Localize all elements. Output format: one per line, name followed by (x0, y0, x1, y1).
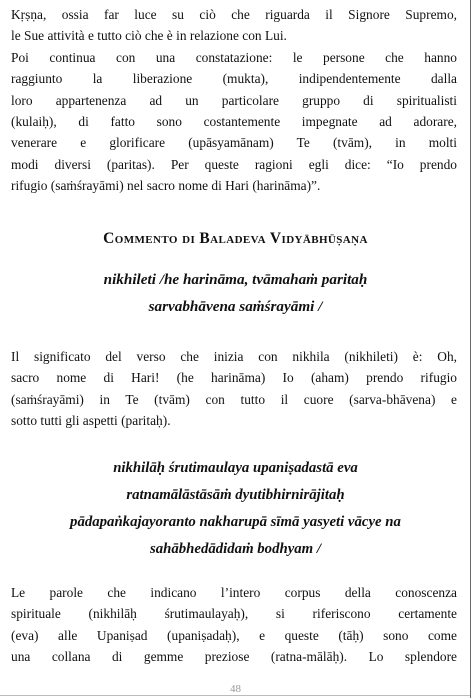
verse-line: sarvabhāvena saṁśrayāmi / (148, 298, 323, 315)
text-line: Poi continua con una constatazione: le persone che hanno (11, 49, 457, 65)
text-line: raggiunto la liberazione (mukta), indipendentemente dalla (11, 71, 457, 87)
verse-line: sahābhedādidaṁ bodhyam / (149, 541, 321, 557)
footer-divider (0, 695, 470, 696)
text-line: venerare e glorificare (upāsyamānam) Te (tvām), in molti (11, 135, 457, 151)
text-line: sotto tutti gli aspetti (paritaḥ). (11, 413, 171, 429)
section-heading: Commento di Baladeva Vidyābhūṣaṇa (103, 230, 368, 247)
verse-line: ratnamālāstāsāṁ dyutibhirnirājitaḥ (126, 487, 345, 503)
text-line: Il significato del verso che inizia con nikhila (nikhileti) è: Oh, (11, 349, 457, 364)
page-number: 48 (230, 683, 241, 695)
text-line: una collana di gemme preziose (ratna-mālāḥ). Lo splendore (11, 649, 457, 665)
verse-line: nikhilāḥ śrutimaulaya upaniṣadastā eva (113, 460, 358, 476)
text-line: (eva) alle Upaniṣad (upaniṣadaḥ), e queste (tāḥ) sono come (11, 627, 457, 643)
verse-line: pādapaṅkajayoranto nakharupā sīmā yasyeti vācye na (70, 514, 401, 530)
text-line: spirituale (nikhilāḥ śrutimaulayaḥ), si riferiscono certamente (11, 606, 457, 622)
text-line: sacro nome di Hari! (he harināma) Io (aham) prendo rifugio (11, 370, 457, 386)
text-line: rifugio (saṁśrayāmi) nel sacro nome di Hari (harināma)”. (11, 178, 321, 194)
paragraph-explanation (11, 582, 457, 668)
text-line: Le parole che indicano l’intero corpus della conoscenza (11, 585, 457, 600)
text-line: (kulaiḥ), di fatto sono costantemente impegnate ad adorare, (11, 114, 457, 130)
paragraph-meaning (11, 346, 457, 432)
text-line: loro appartenenza ad un particolare gruppo di spiritualisti (11, 92, 457, 108)
paragraph-intro (11, 4, 457, 197)
verse-line: nikhileti /he harināma, tvāmahaṁ paritaḥ (103, 271, 368, 288)
verse-block-1 (0, 266, 471, 320)
text-line: Kṛṣṇa, ossia far luce su ciò che riguarda il Signore Supremo, (11, 7, 457, 22)
text-line: le Sue attività e tutto ciò che è in relazione con Lui. (11, 28, 287, 44)
verse-block-2 (0, 455, 471, 563)
text-line: modi diversi (paritas). Per queste ragioni egli dice: “Io prendo (11, 156, 457, 172)
text-line: (saṁśrayāmi) in Te (tvām) con tutto il cuore (sarva-bhāvena) e (11, 391, 457, 407)
